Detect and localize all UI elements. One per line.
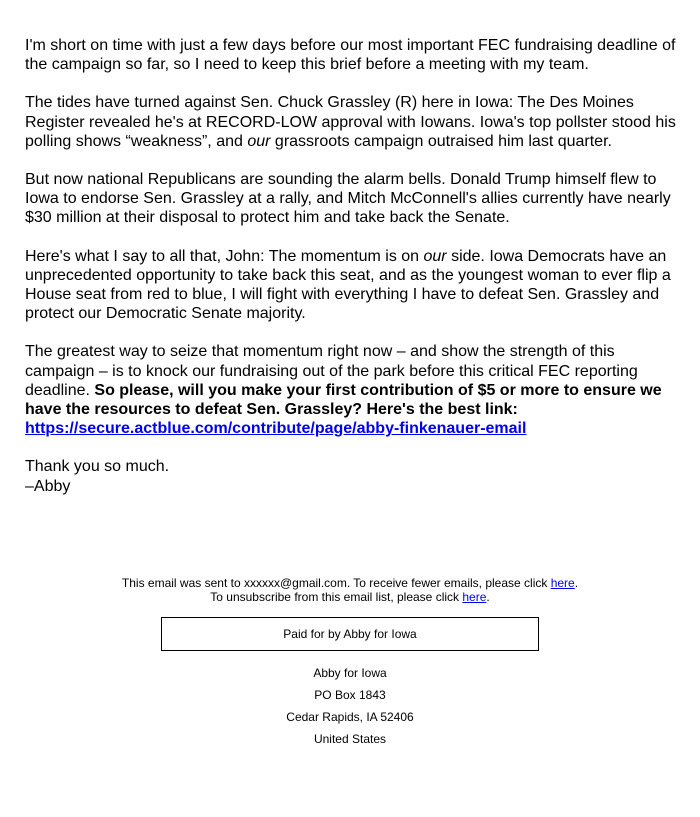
address-line: PO Box 1843: [314, 688, 386, 702]
paragraph-text: Here's what I say to all that, John: The momentum is on: [25, 247, 424, 265]
momentum-paragraph: [25, 247, 685, 324]
mailing-address: [0, 662, 700, 750]
email-body: [25, 36, 685, 496]
emphasis-text: our: [423, 247, 447, 265]
fewer-emails-line: [0, 576, 700, 590]
email-footer: [0, 576, 700, 604]
address-line: Abby for Iowa: [313, 666, 387, 680]
fewer-emails-link[interactable]: here: [550, 576, 575, 590]
footer-text: This email was sent to xxxxxx@gmail.com. To receive fewer emails, please click: [121, 576, 551, 590]
emphasis-text: our: [247, 132, 271, 150]
address-line: Cedar Rapids, IA 52406: [286, 710, 414, 724]
footer-text: .: [486, 590, 490, 604]
paid-for-disclaimer: Paid for by Abby for Iowa: [161, 617, 539, 651]
donation-ask-bold: So please, will you make your first contribution of $5 or more to ensure we have the resources to defeat Sen. Grassley? Here's the best link:: [25, 381, 662, 419]
paragraph-text: The greatest way to seize that momentum right now – and show the strength of this campaign – is to knock our fundraising out of the park before this critical FEC reporting deadline.: [25, 343, 638, 399]
intro-paragraph: I'm short on time with just a few days before our most important FEC fundraising deadline of the campaign so far, so I need to keep this brief before a meeting with my team.: [25, 37, 676, 74]
footer-text: .: [574, 576, 579, 590]
unsubscribe-link[interactable]: here: [462, 590, 487, 604]
donation-ask-paragraph: [25, 342, 685, 438]
signature: –Abby: [25, 477, 71, 495]
paragraph-text: The tides have turned against Sen. Chuck Grassley (R) here in Iowa: The Des Moines Register revealed he's at RECORD-LOW approval with Iowans. Iowa's top pollster stood his polling shows “weakness”, and: [25, 94, 676, 150]
grassley-polling-paragraph: [25, 93, 685, 151]
paragraph-text: grassroots campaign outraised him last quarter.: [270, 132, 612, 150]
republicans-alarm-paragraph: But now national Republicans are sounding the alarm bells. Donald Trump himself flew to Iowa to endorse Sen. Grassley at a rally, and Mitch McConnell's allies currently have nearly $30 million at their disposal to protect him and take back the Senate.: [25, 171, 671, 227]
unsubscribe-line: [0, 590, 700, 604]
paragraph-text: side. Iowa Democrats have an unprecedented opportunity to take back this seat, and as the youngest woman to ever flip a House seat from red to blue, I will fight with everything I have to defeat Sen. Grassley and protect our Democratic Senate majority.: [25, 247, 671, 323]
address-line: United States: [313, 732, 387, 746]
footer-text: To unsubscribe from this email list, please click: [210, 590, 463, 604]
sign-off: [25, 457, 685, 495]
closing-text: Thank you so much.: [25, 458, 170, 476]
donate-link[interactable]: https://secure.actblue.com/contribute/page/abby-finkenauer-email: [25, 420, 527, 438]
